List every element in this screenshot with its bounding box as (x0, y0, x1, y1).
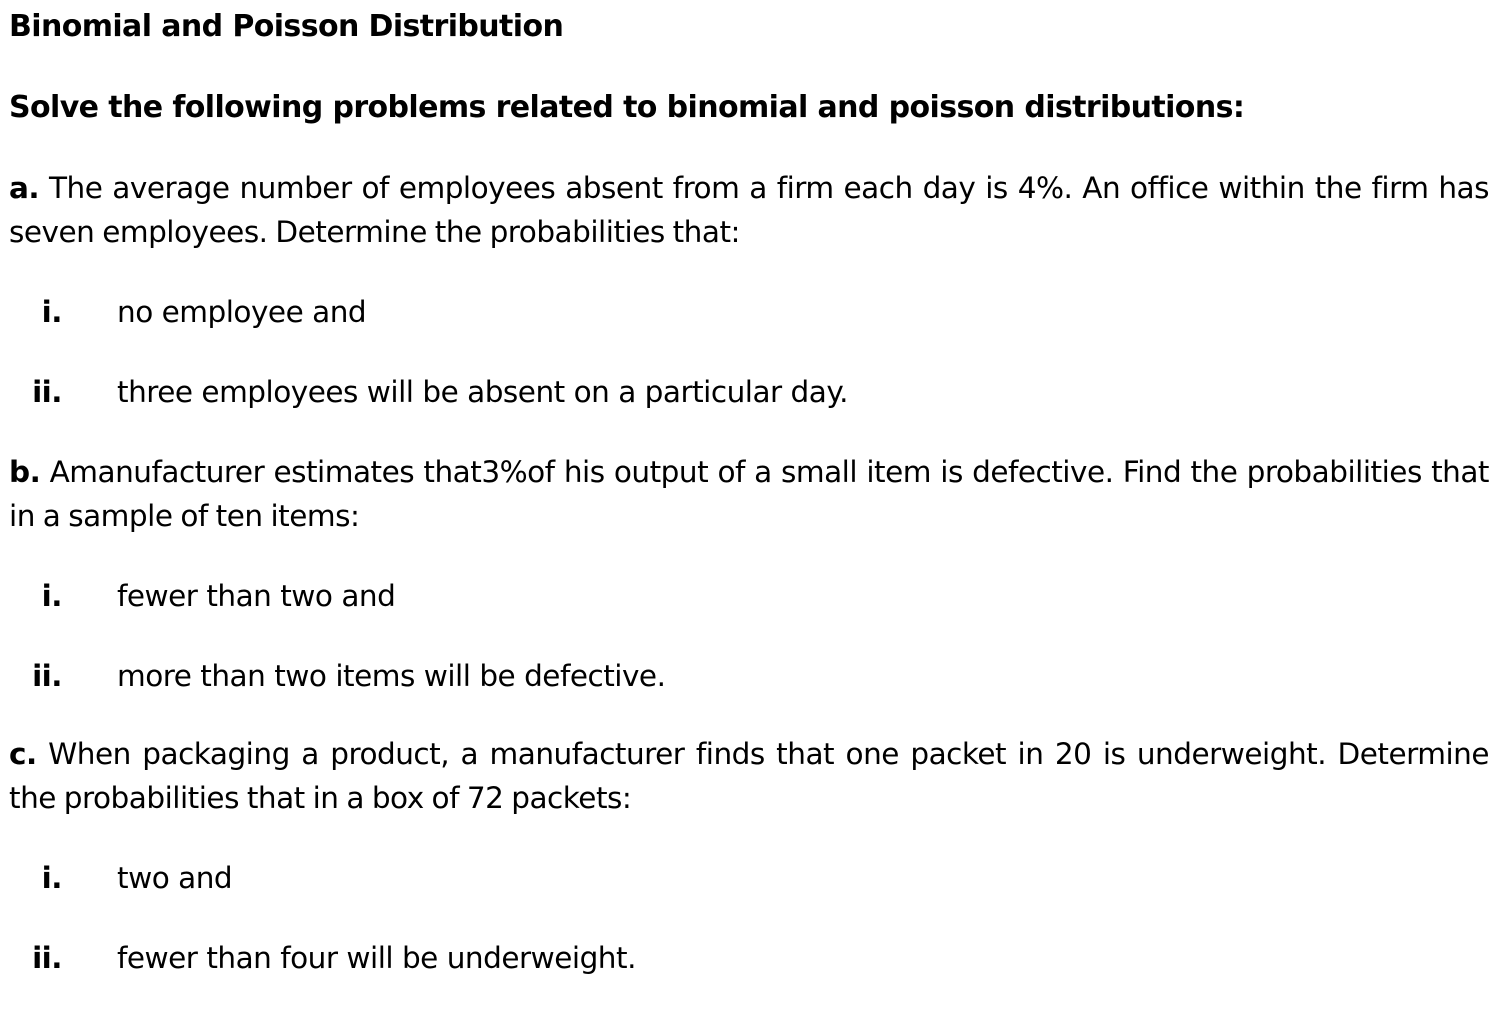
document-title: Binomial and Poisson Distribution (9, 9, 564, 44)
problem-c-subitem (9, 856, 1489, 900)
instructions-heading: Solve the following problems related to binomial and poisson distributions: (9, 90, 1245, 125)
problem-c-text: When packaging a product, a manufacturer finds that one packet in 20 is underweight. Determine the probabilities that in a box of 72 packets: (9, 737, 1489, 815)
problem-a-text: The average number of employees absent from a firm each day is 4%. An office within the firm has seven employees. Determine the probabilities that: (9, 171, 1489, 249)
problem-b (9, 450, 1489, 538)
problem-a-subitem (9, 290, 1489, 334)
subitem-text: fewer than two and (117, 579, 396, 613)
problem-c (9, 732, 1489, 820)
subitem-text: more than two items will be defective. (117, 659, 666, 693)
subitem-number: i. (41, 295, 62, 329)
subitem-number: ii. (32, 941, 62, 975)
subitem-text: three employees will be absent on a particular day. (117, 375, 848, 409)
subitem-number: ii. (32, 375, 62, 409)
problem-a-label: a. (9, 171, 40, 205)
subitem-number: i. (41, 579, 62, 613)
problem-b-text: Amanufacturer estimates that3%of his output of a small item is defective. Find the probabilities that in a sample of ten items: (9, 455, 1489, 533)
subitem-number: i. (41, 861, 62, 895)
problem-b-subitem (9, 574, 1489, 618)
problem-a (9, 166, 1489, 254)
problem-b-subitem (9, 654, 1489, 698)
subitem-text: two and (117, 861, 233, 895)
problem-c-label: c. (9, 737, 37, 771)
subitem-text: fewer than four will be underweight. (117, 941, 636, 975)
subitem-text: no employee and (117, 295, 367, 329)
problem-b-label: b. (9, 455, 41, 489)
problem-c-subitem (9, 936, 1489, 980)
problem-a-subitem (9, 370, 1489, 414)
subitem-number: ii. (32, 659, 62, 693)
